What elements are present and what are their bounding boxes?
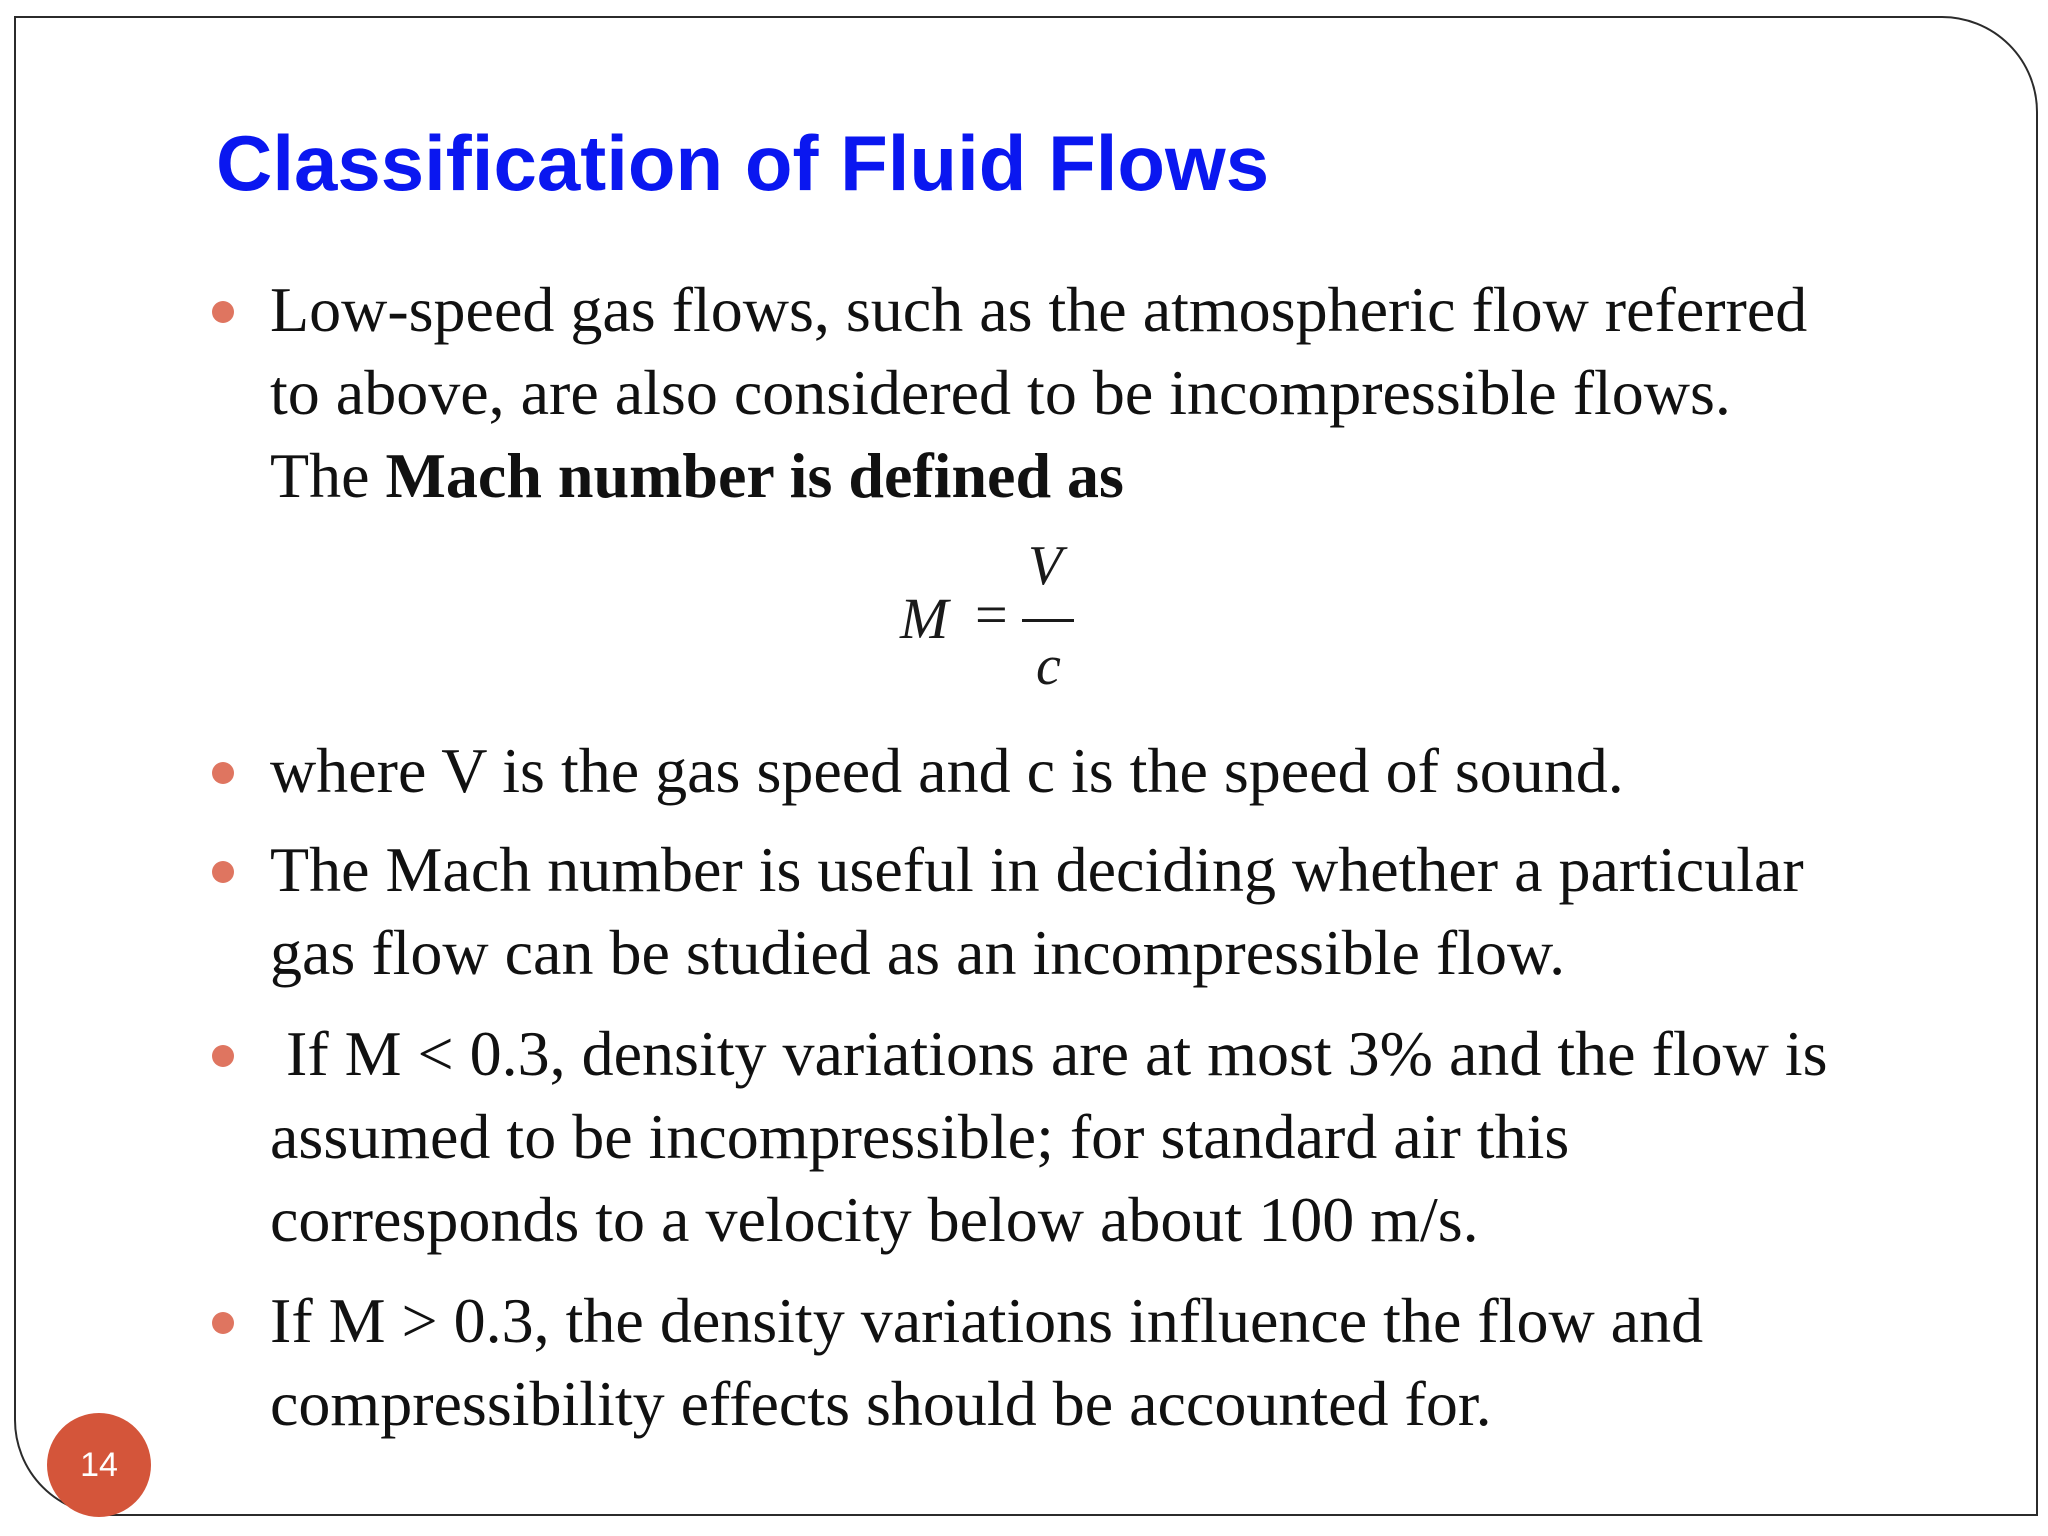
bullet-high-mach	[270, 1279, 1990, 1445]
bullet-definitions	[270, 729, 1990, 812]
bullet-line: If M < 0.3, density variations are at most 3% and the flow is	[286, 1018, 1828, 1089]
bullet-low-speed-flows	[270, 268, 1990, 517]
page-number-badge: 14	[47, 1413, 151, 1517]
bullet-line	[270, 434, 1990, 517]
formula-numerator: V	[1028, 535, 1063, 597]
bullet-dot-icon	[212, 1045, 234, 1067]
fraction-bar	[1022, 619, 1074, 622]
bullet-list	[270, 268, 1990, 1445]
bullet-bold-text: Mach number is defined as	[385, 440, 1124, 511]
formula-equals: =	[975, 582, 1008, 647]
bullet-dot-icon	[212, 301, 234, 323]
bullet-line: Low-speed gas flows, such as the atmospheric flow referred	[270, 274, 1808, 345]
bullet-line: The Mach number is useful in deciding whether a particular	[270, 834, 1804, 905]
formula-lhs: M	[900, 586, 949, 651]
slide-title: Classification of Fluid Flows	[216, 119, 1270, 207]
bullet-dot-icon	[212, 861, 234, 883]
bullet-line: where V is the gas speed and c is the speed of sound.	[270, 735, 1624, 806]
mach-number-formula	[270, 517, 1990, 729]
bullet-line: assumed to be incompressible; for standard air this	[270, 1101, 1570, 1172]
bullet-line: If M > 0.3, the density variations influence the flow and	[270, 1285, 1704, 1356]
bullet-low-mach	[270, 1012, 1990, 1261]
bullet-line: corresponds to a velocity below about 100 m/s.	[270, 1184, 1479, 1255]
slide-frame	[14, 16, 2038, 1516]
bullet-line: gas flow can be studied as an incompressible flow.	[270, 917, 1566, 988]
bullet-line: compressibility effects should be accounted for.	[270, 1368, 1492, 1439]
formula-denominator: c	[1036, 635, 1061, 697]
bullet-mach-usefulness	[270, 828, 1990, 994]
bullet-line: to above, are also considered to be incompressible flows.	[270, 357, 1731, 428]
bullet-text: The	[270, 440, 386, 511]
bullet-dot-icon	[212, 1312, 234, 1334]
bullet-dot-icon	[212, 762, 234, 784]
